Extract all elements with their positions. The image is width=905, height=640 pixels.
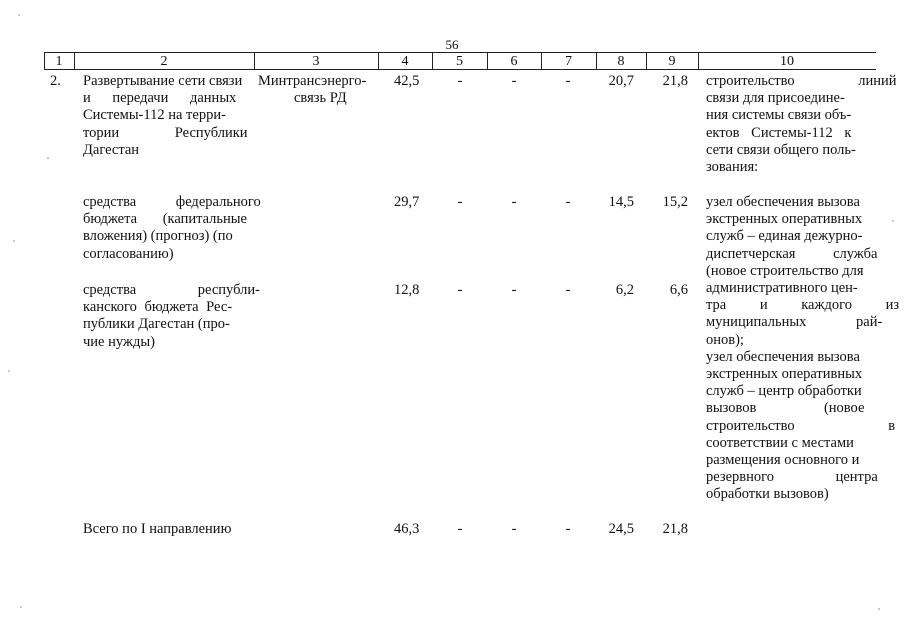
column-header-10: 10 — [780, 54, 794, 69]
summary-2020-value: 21,8 — [662, 521, 688, 537]
result-line: соответствии с местами — [706, 434, 854, 451]
scan-speck — [892, 220, 894, 222]
total-value: 42,5 — [394, 73, 420, 89]
federal-2019-value: 14,5 — [608, 194, 634, 210]
republic-budget-label — [83, 282, 260, 351]
scan-speck — [8, 370, 10, 372]
result-line: онов); — [706, 331, 744, 348]
year-2017-value: - — [511, 73, 517, 89]
federal-budget-label — [83, 194, 261, 263]
result-line: (новое строительство для — [706, 262, 864, 279]
result-line: вызовов (новое — [706, 400, 865, 417]
result-line: экстренных оперативных — [706, 366, 863, 383]
column-header-4: 4 — [401, 54, 409, 69]
column-header-7: 7 — [565, 54, 572, 69]
column-header-2: 2 — [160, 54, 168, 69]
summary-2017-value: - — [511, 521, 517, 537]
result-line: служб – центр обработки — [706, 383, 862, 400]
republic-label-line: средства республи- — [83, 282, 260, 298]
federal-2018-value: - — [565, 194, 571, 210]
result-line: строительство линий — [706, 73, 897, 89]
activity-name-line: и передачи данных — [83, 90, 237, 107]
result-line: связи для присоедине- — [706, 90, 845, 107]
result-line: размещения основного и — [706, 452, 860, 469]
column-header-8: 8 — [617, 54, 625, 69]
federal-label-line: вложения) (прогноз) (по — [83, 228, 233, 245]
republic-2020-value: 6,6 — [669, 282, 688, 298]
scan-speck — [20, 606, 22, 608]
summary-label: Всего по I направлению — [83, 521, 232, 537]
result-line: сети связи общего поль- — [706, 141, 856, 158]
year-2020-value: 21,8 — [662, 73, 688, 89]
republic-2017-value: - — [511, 282, 517, 298]
result-line: тра и каждого из — [706, 297, 900, 314]
result-line: обработки вызовов) — [706, 486, 829, 503]
republic-2019-value: 6,2 — [615, 282, 634, 298]
result-line: узел обеспечения вызова — [706, 194, 860, 210]
republic-label-line: чие нужды) — [83, 333, 155, 350]
page-number: 56 — [445, 37, 459, 52]
republic-total-value: 12,8 — [394, 282, 420, 298]
result-line: зования: — [706, 159, 759, 176]
result-line: экстренных оперативных — [706, 211, 863, 228]
executor-line: Минтрансэнерго- — [258, 73, 367, 89]
federal-label-line: бюджета (капитальные — [83, 211, 247, 228]
summary-2018-value: - — [565, 521, 571, 537]
result-line: резервного центра — [706, 469, 878, 486]
result-line: служб – единая дежурно- — [706, 228, 863, 245]
result-line: муниципальных рай- — [706, 314, 883, 331]
activity-name-line: Дагестан — [83, 141, 140, 158]
republic-label-line: канского бюджета Рес- — [83, 299, 233, 316]
result-line: диспетчерская служба — [706, 245, 878, 262]
republic-2016-value: - — [457, 282, 463, 298]
federal-2016-value: - — [457, 194, 463, 210]
row-number: 2. — [50, 73, 61, 89]
summary-total-value: 46,3 — [394, 521, 420, 537]
federal-label-line: согласованию) — [83, 245, 174, 262]
federal-2020-value: 15,2 — [662, 194, 688, 210]
activity-name-line: Развертывание сети связи — [83, 73, 243, 89]
scan-speck — [13, 240, 15, 242]
column-header-3: 3 — [312, 54, 320, 69]
activity-name-line: Системы-112 на терри- — [83, 107, 226, 124]
activity-name-line — [83, 90, 247, 107]
result-line: ния системы связи объ- — [706, 107, 852, 124]
result-line: административного цен- — [706, 280, 858, 297]
result-line: узел обеспечения вызова — [706, 348, 860, 365]
scan-speck — [878, 608, 880, 610]
scan-speck — [18, 14, 20, 16]
republic-2018-value: - — [565, 282, 571, 298]
federal-expected-result — [706, 194, 900, 504]
year-2016-value: - — [457, 73, 463, 89]
summary-2016-value: - — [457, 521, 463, 537]
header-bottom-rule — [44, 69, 876, 70]
federal-total-value: 29,7 — [394, 194, 420, 210]
scan-speck — [47, 157, 49, 159]
republic-label-line: публики Дагестан (про- — [83, 316, 230, 333]
year-2018-value: - — [565, 73, 571, 89]
executor — [258, 73, 376, 107]
executor-line: связь РД — [294, 90, 347, 107]
result-line: строительство в — [706, 417, 896, 434]
activity-name-line: тории Республики — [83, 124, 248, 141]
column-header-9: 9 — [668, 54, 676, 69]
federal-label-line: средства федерального — [83, 194, 261, 210]
column-header-1: 1 — [55, 54, 63, 69]
result-line: ектов Системы-112 к — [706, 124, 852, 141]
year-2019-value: 20,7 — [608, 73, 634, 89]
summary-2019-value: 24,5 — [608, 521, 634, 537]
expected-result — [706, 73, 897, 176]
activity-name — [83, 73, 247, 159]
column-header-6: 6 — [510, 54, 518, 69]
federal-2017-value: - — [511, 194, 517, 210]
column-header-5: 5 — [456, 54, 463, 69]
